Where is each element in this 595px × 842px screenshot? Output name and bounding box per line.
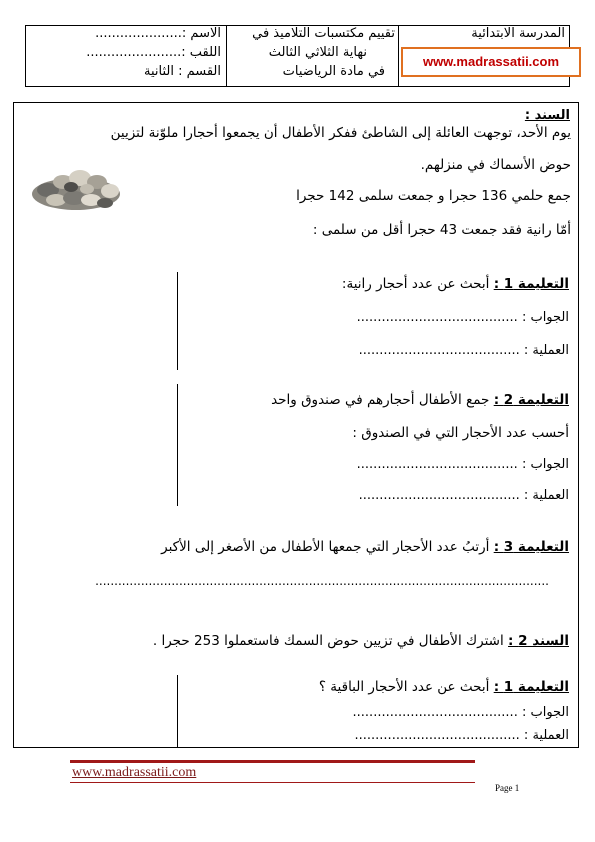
site-watermark-box: www.madrassatii.com — [401, 47, 581, 77]
sanad2-row — [153, 633, 569, 650]
sanad2-text: اشترك الأطفال في تزيين حوض السمك فاستعملوا 253 حجرا . — [152, 633, 504, 649]
sanad1-line4: أمّا رانية فقد جمعت 43 حجرا أقل من سلمى : — [312, 222, 571, 238]
header-divider-right — [398, 26, 399, 86]
exam-title-line3: في مادة الرياضيات — [282, 64, 385, 79]
task4-label: التعليمة 1 : — [493, 679, 569, 695]
task3-row — [161, 539, 569, 556]
task2-row — [271, 392, 569, 409]
task1-row — [342, 276, 569, 293]
task2-label: التعليمة 2 : — [493, 392, 569, 408]
task1-label: التعليمة 1 : — [493, 276, 569, 292]
task3-text: أرتبُ عدد الأحجار التي جمعها الأطفال من الأصغر إلى الأكبر — [161, 539, 490, 555]
task3-label: التعليمة 3 : — [493, 539, 569, 555]
task1-text: أبحث عن عدد أحجار رانية: — [341, 276, 490, 292]
task4-answer[interactable]: الجواب : ........................................ — [352, 705, 569, 720]
header-divider-left — [226, 26, 227, 86]
task4-row — [319, 679, 569, 696]
footer-link[interactable]: www.madrassatii.com — [72, 765, 197, 780]
task3-dots[interactable]: ....................................................................................................................... — [95, 574, 549, 588]
stones-image — [30, 160, 122, 212]
task4-operation[interactable]: العملية : ........................................ — [354, 728, 569, 743]
task2-answer[interactable]: الجواب : ....................................... — [356, 457, 569, 472]
sanad1-label: السند : — [524, 108, 570, 123]
surname-field[interactable]: اللقب :....................... — [86, 45, 221, 60]
answer-divider-2 — [177, 384, 178, 506]
page-number: Page 1 — [495, 783, 520, 793]
class-field: القسم : الثانية — [143, 64, 221, 79]
task1-answer[interactable]: الجواب : ....................................... — [356, 310, 569, 325]
name-field[interactable]: الاسم :..................... — [95, 26, 221, 41]
school-name: المدرسة الابتدائية — [471, 26, 565, 41]
sanad1-line1: يوم الأحد، توجهت العائلة إلى الشاطئ ففكر الأطفال أن يجمعوا أحجارا ملوّنة لتزيين — [110, 125, 571, 141]
task2-text2: أحسب عدد الأحجار التي في الصندوق : — [352, 425, 569, 441]
task1-operation[interactable]: العملية : ....................................... — [358, 343, 569, 358]
footer-rule-top — [70, 760, 475, 763]
exam-title-line2: نهاية الثلاثي الثالث — [268, 45, 367, 60]
answer-divider-3 — [177, 675, 178, 747]
exam-title-line1: تقييم مكتسبات التلاميذ في — [252, 26, 395, 41]
task2-operation[interactable]: العملية : ....................................... — [358, 488, 569, 503]
sanad2-label: السند 2 : — [508, 633, 569, 649]
answer-divider-1 — [177, 272, 178, 370]
sanad1-line3: جمع حلمي 136 حجرا و جمعت سلمى 142 حجرا — [296, 188, 571, 204]
sanad1-line2: حوض الأسماك في منزلهم. — [420, 157, 571, 173]
task2-text: جمع الأطفال أحجارهم في صندوق واحد — [271, 392, 490, 408]
footer-rule-bottom — [70, 782, 475, 783]
task4-text: أبحث عن عدد الأحجار الباقية ؟ — [318, 679, 490, 695]
